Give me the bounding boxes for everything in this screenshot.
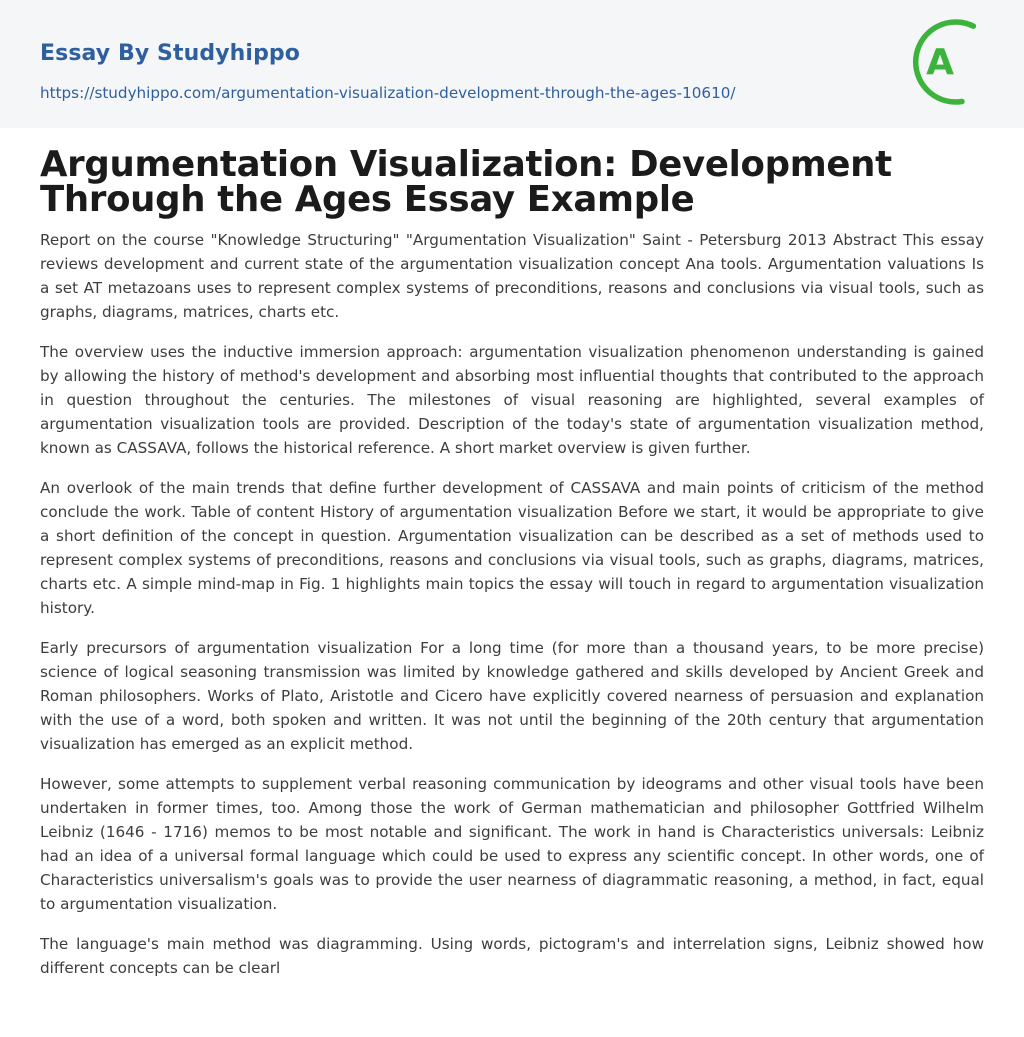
article-paragraph: Early precursors of argumentation visualization For a long time (for more than a thousand years, to be more precise) science of logical seasoning transmission was limited by knowledge gathered and skills developed by Ancient Greek and Roman philosophers. Works of Plato, Aristotle and Cicero have explicitly covered nearness of persuasion and explanation with the use of a word, both spoken and written. It was not until the beginning of the 20th century that argumentation visualization has emerged as an explicit method. (40, 639, 984, 753)
article-paragraph: The language's main method was diagramming. Using words, pictogram's and interrelation signs, Leibniz showed how different concepts can be clearl (40, 935, 984, 977)
source-url-link[interactable]: https://studyhippo.com/argumentation-visualization-development-through-the-ages-10610/ (40, 84, 736, 102)
logo-letter: A (926, 42, 954, 83)
site-header (0, 0, 1024, 128)
article-paragraph: An overlook of the main trends that define further development of CASSAVA and main points of criticism of the method conclude the work. Table of content History of argumentation visualization Before we start, it would be appropriate to give a short definition of the concept in question. Argumentation visualization can be described as a set of methods used to represent complex systems of preconditions, reasons and conclusions via visual tools, such as graphs, diagrams, matrices, charts etc. A simple mind-map in Fig. 1 highlights main topics the essay will touch in regard to argumentation visualization history. (40, 479, 984, 617)
article-paragraph: Report on the course "Knowledge Structuring" "Argumentation Visualization" Saint - Petersburg 2013 Abstract This essay reviews development and current state of the argumentation visualization concept Ana tools. Argumentation valuations Is a set AT metazoans uses to represent complex systems of preconditions, reasons and conclusions via visual tools, such as graphs, diagrams, matrices, charts etc. (40, 231, 984, 321)
studyhippo-logo-icon[interactable] (910, 18, 988, 106)
brand-title[interactable]: Essay By Studyhippo (40, 41, 300, 66)
article-body (40, 228, 984, 996)
article-paragraph: The overview uses the inductive immersion approach: argumentation visualization phenomenon understanding is gained by allowing the history of method's development and absorbing most influential thoughts that contributed to the approach in question throughout the centuries. The milestones of visual reasoning are highlighted, several examples of argumentation visualization tools are provided. Description of the today's state of argumentation visualization method, known as CASSAVA, follows the historical reference. A short market overview is given further. (40, 343, 984, 457)
article-paragraph: However, some attempts to supplement verbal reasoning communication by ideograms and other visual tools have been undertaken in former times, too. Among those the work of German mathematician and philosopher Gottfried Wilhelm Leibniz (1646 - 1716) memos to be most notable and significant. The work in hand is Characteristics universals: Leibniz had an idea of a universal formal language which could be used to express any scientific concept. In other words, one of Characteristics universalism's goals was to provide the user nearness of diagrammatic reasoning, a method, in fact, equal to argumentation visualization. (40, 775, 984, 913)
article-title: Argumentation Visualization: Development Through the Ages Essay Example (40, 144, 892, 220)
